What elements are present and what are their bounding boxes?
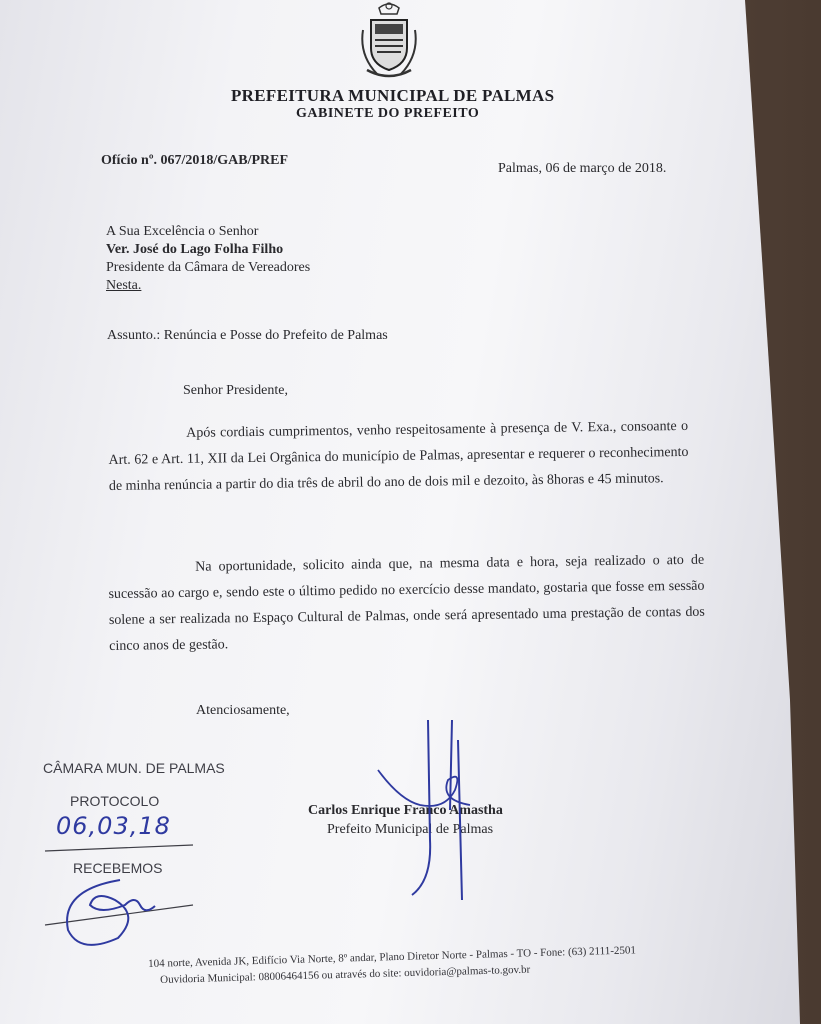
letter-closing: Atenciosamente,	[196, 703, 290, 718]
recipient-title: Presidente da Câmara de Vereadores	[106, 260, 311, 275]
header-organization: PREFEITURA MUNICIPAL DE PALMAS	[231, 86, 555, 105]
letter-subject: Assunto.: Renúncia e Posse do Prefeito de Palmas	[107, 328, 388, 343]
body-paragraph-2: Na oportunidade, solicito ainda que, na mesma data e hora, seja realizado o ato de sucessão ao cargo e, sendo este o último pedido no exercício desse mandato, gostaria que fosse em sessão solene a ser realizada no Espaço Cultural de Palmas, onde será apresentado uma prestação de contas dos cinco anos de gestão.	[108, 552, 705, 654]
stamp-protocol: PROTOCOLO	[70, 793, 160, 809]
stamp-handwritten-date: 06,03,18	[56, 812, 171, 840]
body-paragraph-1: Após cordiais cumprimentos, venho respeitosamente à presença de V. Exa., consoante o Art. 62 e Art. 11, XII da Lei Orgânica do município de Palmas, apresentar e requerer o reconhecimento de minha renúncia a partir do dia três de abril do ano de dois mil e dezoito, às 8horas e 45 minutos.	[108, 418, 689, 494]
footer-address: 104 norte, Avenida JK, Edifício Via Norte, 8º andar, Plano Diretor Norte - Palmas - TO - Fone: (63) 2111-2501	[148, 944, 637, 970]
stamp-chamber: CÂMARA MUN. DE PALMAS	[43, 760, 225, 776]
recipient-name: Ver. José do Lago Folha Filho	[106, 242, 284, 257]
letter-date: Palmas, 06 de março de 2018.	[498, 161, 667, 176]
header-department: GABINETE DO PREFEITO	[296, 106, 480, 121]
letter-reference: Ofício nº. 067/2018/GAB/PREF	[101, 153, 289, 168]
recipient-block	[106, 223, 310, 295]
coat-of-arms-seal	[357, 0, 421, 80]
stamp-received: RECEBEMOS	[73, 860, 163, 876]
footer-ombudsman: Ouvidoria Municipal: 08006464156 ou através do site: ouvidoria@palmas-to.gov.br	[160, 963, 531, 986]
signer-name: Carlos Enrique Franco Amastha	[308, 803, 503, 818]
signer-role: Prefeito Municipal de Palmas	[327, 822, 494, 837]
recipient-salutation: A Sua Excelência o Senhor	[106, 224, 259, 239]
letter-greeting: Senhor Presidente,	[183, 383, 288, 398]
recipient-location: Nesta.	[106, 278, 142, 293]
